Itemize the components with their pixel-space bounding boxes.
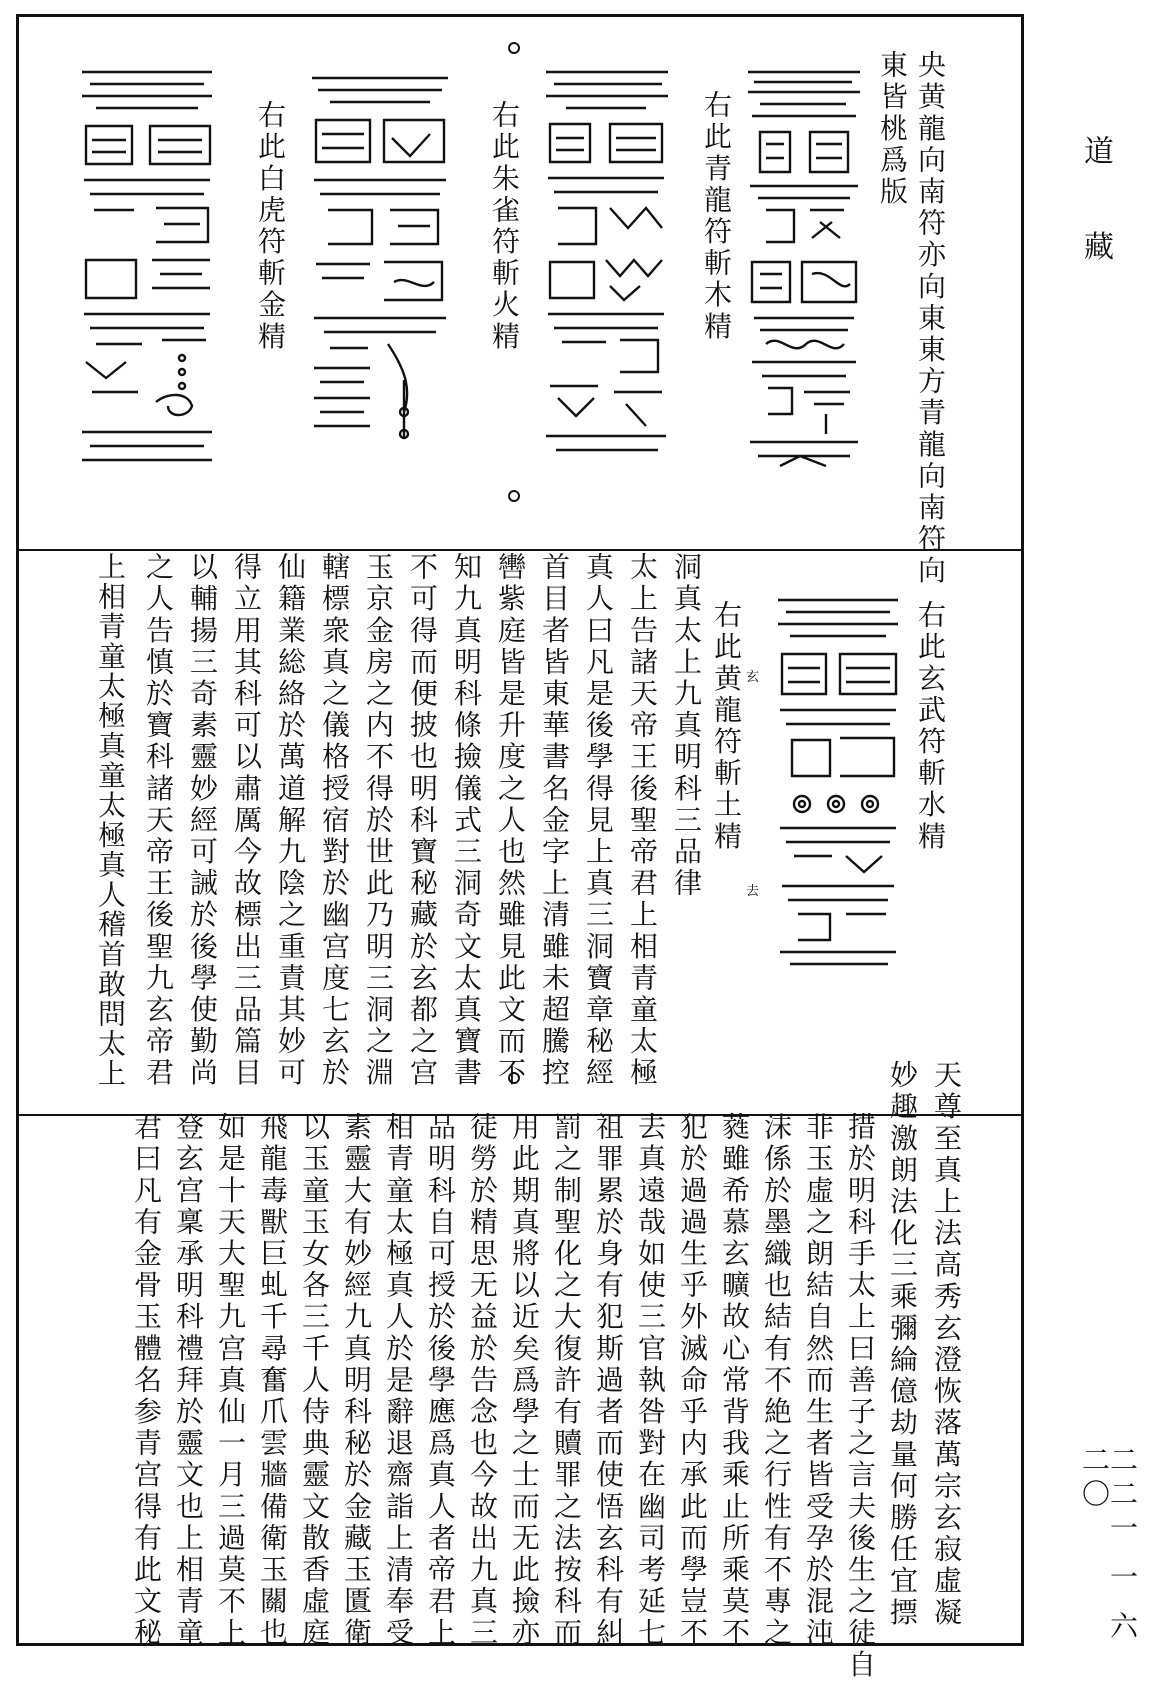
caption-white-tiger: 右此白虎符斬金精	[254, 100, 287, 353]
marginal-note: 去	[746, 884, 760, 899]
text-column: 轄標衆真之儀格授宿對於幽宫度七玄於	[318, 552, 351, 1090]
text-column: 沫係於墨織也結有不絶之行性有不專之	[760, 1112, 793, 1650]
text-column: 首目者皆東華書名金字上清雖未超騰控	[538, 552, 571, 1090]
text-column: 天尊至真上法高秀玄澄恢落萬宗玄寂虛凝	[930, 1060, 963, 1629]
talisman-white-tiger-upper	[300, 68, 460, 448]
caption-dark-warrior: 右此玄武符斬水精	[914, 600, 947, 853]
text-column: 不可得而便披也明科寶秘藏於玄都之宫	[406, 552, 439, 1090]
text-column: 之人告慎於寶科諸天帝王後聖九玄帝君	[142, 552, 175, 1090]
caption-yellow-dragon: 右此黄龍符斬土精	[710, 600, 743, 853]
text-column: 如是十天大聖九宫真仙一月三過莫不上	[214, 1112, 247, 1650]
section-marker-circle	[508, 1072, 520, 1084]
talisman-vermilion-bird	[536, 62, 676, 462]
text-column: 妙趣激朗法化三乘彌綸億劫量何勝任宜摽	[886, 1060, 919, 1629]
section-marker-circle	[508, 42, 520, 54]
text-column: 犯於過過生乎外滅命乎内承此而學豈不	[676, 1112, 709, 1650]
marginal-note: 玄	[746, 670, 760, 685]
page-number: 二二一 一 六二〇	[1078, 1445, 1139, 1645]
talisman-azure-dragon	[740, 62, 868, 472]
text-column: 洞真太上九真明科三品律	[670, 552, 703, 900]
text-column: 仙籍業総絡於萬道解九陰之重責其妙可	[274, 552, 307, 1090]
text-column: 素靈大有妙經九真明科秘於金藏玉匱衛	[340, 1112, 373, 1650]
text-column: 太上告諸天帝王後聖帝君上相青童太極	[626, 552, 659, 1090]
intro-line-2: 東皆桃爲版	[876, 50, 909, 208]
text-column: 措於明科手太上曰善子之言夫後生之徒自	[844, 1112, 877, 1681]
text-column: 非玉虛之朗結自然而生者皆受孕於混沌	[802, 1112, 835, 1650]
talisman-dark-warrior	[770, 590, 906, 970]
text-column: 轡紫庭皆是升度之人也然雖見此文而不	[494, 552, 527, 1090]
caption-azure-dragon: 右此青龍符斬木精	[700, 90, 733, 343]
text-column: 玉京金房之内不得於世此乃明三洞之淵	[362, 552, 395, 1090]
text-column: 祖罪累於身有犯斯過者而使悟玄科有糾	[592, 1112, 625, 1650]
text-column: 知九真明科條撿儀式三洞奇文太真寶書	[450, 552, 483, 1090]
collection-label: 道 藏	[1078, 135, 1113, 289]
text-column: 飛龍毒獸巨虬千尋奮爪雲牆備衛玉關也	[256, 1112, 289, 1650]
text-column: 以輔揚三奇素靈妙經可誡於後學使勤尚	[186, 552, 219, 1090]
text-column: 真人曰凡是後學得見上真三洞寶章秘經	[582, 552, 615, 1090]
text-column: 去真遠哉如使三官執咎對在幽司考延七	[634, 1112, 667, 1650]
text-column: 登玄宫稟承明科禮拜於靈文也上相青童	[172, 1112, 205, 1650]
text-column: 相青童太極真人於是辭退齋詣上清奉受	[382, 1112, 415, 1650]
text-column: 蕤雖希慕玄曠故心常背我乘止所乘莫不	[718, 1112, 751, 1650]
section-divider-upper	[19, 549, 1021, 551]
text-column: 君曰凡有金骨玉體名参青宫得有此文秘	[130, 1112, 163, 1650]
caption-vermilion-bird: 右此朱雀符斬火精	[488, 100, 521, 353]
text-column: 品明科自可授於後學應爲真人者帝君上	[424, 1112, 457, 1650]
section-marker-circle	[508, 490, 520, 502]
intro-line-1: 央黄龍向南符亦向東東方青龍向南符向	[914, 50, 947, 588]
text-column: 上相青童太極真童太極真人稽首敢問太上	[94, 552, 127, 1089]
text-column: 以玉童玉女各三千人侍典靈文散香虛庭	[298, 1112, 331, 1650]
text-column: 用此期真將以近矣爲學之士而无此撿亦	[508, 1112, 541, 1650]
text-column: 得立用其科可以肅厲今故標出三品篇目	[230, 552, 263, 1090]
text-column: 徒勞於精思无益於告念也今故出九真三	[466, 1112, 499, 1650]
text-column: 罰之制聖化之大復許有贖罪之法按科而	[550, 1112, 583, 1650]
talisman-white-tiger	[72, 62, 222, 472]
